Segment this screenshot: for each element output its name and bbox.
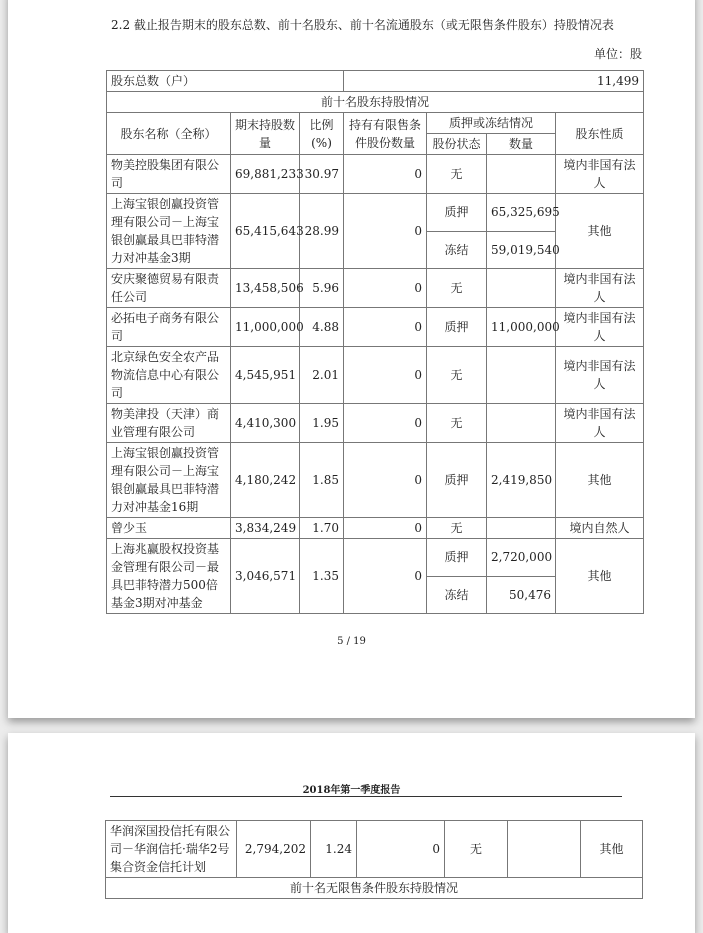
- table-row: [107, 155, 644, 194]
- shareholder-name: 必拓电子商务有限公司: [107, 308, 231, 347]
- pledge-quantity: [487, 518, 556, 539]
- shares-held: 3,046,571: [231, 539, 300, 614]
- pledge-quantity: [487, 404, 556, 443]
- pledge-status: 质押: [427, 194, 487, 232]
- pledge-quantity: [508, 821, 581, 878]
- pledge-quantity: [487, 347, 556, 404]
- restricted-shares: 0: [344, 404, 427, 443]
- table-row: [107, 347, 644, 404]
- holding-ratio: 2.01: [300, 347, 344, 404]
- shareholder-nature: 境内非国有法人: [556, 347, 644, 404]
- pledge-status: 无: [445, 821, 508, 878]
- pledge-status: 无: [427, 269, 487, 308]
- table-row: [107, 404, 644, 443]
- pledge-quantity: [487, 269, 556, 308]
- header-rule: [110, 796, 622, 797]
- holding-ratio: 1.35: [300, 539, 344, 614]
- shareholder-name: 物美津投（天津）商业管理有限公司: [107, 404, 231, 443]
- restricted-shares: 0: [344, 269, 427, 308]
- pledge-quantity: 65,325,695: [487, 194, 556, 232]
- shares-held: 69,881,233: [231, 155, 300, 194]
- shares-held: 3,834,249: [231, 518, 300, 539]
- pledge-quantity: 11,000,000: [487, 308, 556, 347]
- pledge-quantity: 59,019,540: [487, 231, 556, 269]
- table-row: [107, 269, 644, 308]
- holding-ratio: 4.88: [300, 308, 344, 347]
- shareholder-name: 物美控股集团有限公司: [107, 155, 231, 194]
- restricted-shares: 0: [344, 347, 427, 404]
- top10-header-row: [107, 92, 644, 113]
- pledge-status: 质押: [427, 539, 487, 577]
- total-value: 11,499: [344, 71, 644, 92]
- pledge-quantity: 50,476: [487, 576, 556, 614]
- col-name: 股东名称（全称）: [107, 113, 231, 155]
- shareholder-nature: 其他: [581, 821, 643, 878]
- shareholder-nature: 境内自然人: [556, 518, 644, 539]
- unit-label: 单位：股: [593, 47, 642, 61]
- top10-header: 前十名股东持股情况: [107, 92, 644, 113]
- report-header: 2018年第一季度报告: [302, 785, 401, 796]
- table-row: [107, 518, 644, 539]
- holding-ratio: 1.85: [300, 443, 344, 518]
- restricted-shares: 0: [344, 308, 427, 347]
- holding-ratio: 30.97: [300, 155, 344, 194]
- pledge-status: 冻结: [427, 576, 487, 614]
- pledge-status: 无: [427, 518, 487, 539]
- holding-ratio: 1.95: [300, 404, 344, 443]
- document-page-6: [8, 733, 695, 933]
- next-section-header: 前十名无限售条件股东持股情况: [106, 878, 643, 899]
- document-page-5: [8, 0, 695, 718]
- pledge-quantity: 2,720,000: [487, 539, 556, 577]
- shareholder-name: 北京绿色安全农产品物流信息中心有限公司: [107, 347, 231, 404]
- table-row: [106, 821, 643, 878]
- shareholder-table: [106, 70, 644, 614]
- shareholder-nature: 境内非国有法人: [556, 155, 644, 194]
- holding-ratio: 28.99: [300, 194, 344, 269]
- next-section-header-row: [106, 878, 643, 899]
- pledge-quantity: [487, 155, 556, 194]
- col-ratio: 比例(%): [300, 113, 344, 155]
- pledge-status: 质押: [427, 443, 487, 518]
- holding-ratio: 1.70: [300, 518, 344, 539]
- section-title: 2.2 截止报告期末的股东总数、前十名股东、前十名流通股东（或无限售条件股东）持股情况表: [111, 18, 614, 32]
- col-restricted: 持有有限售条件股份数量: [344, 113, 427, 155]
- shareholder-nature: 其他: [556, 539, 644, 614]
- table-row: [107, 308, 644, 347]
- pledge-quantity: 2,419,850: [487, 443, 556, 518]
- pledge-status: 无: [427, 155, 487, 194]
- restricted-shares: 0: [344, 539, 427, 614]
- shareholder-nature: 其他: [556, 443, 644, 518]
- col-quantity: 数量: [487, 134, 556, 155]
- page-number: 5 / 19: [337, 636, 366, 647]
- total-row: [107, 71, 644, 92]
- restricted-shares: 0: [344, 194, 427, 269]
- holding-ratio: 1.24: [311, 821, 357, 878]
- col-status: 股份状态: [427, 134, 487, 155]
- shareholder-nature: 境内非国有法人: [556, 404, 644, 443]
- shareholder-name: 华润深国投信托有限公司－华润信托·瑞华2号集合资金信托计划: [106, 821, 237, 878]
- pledge-status: 冻结: [427, 231, 487, 269]
- shares-held: 2,794,202: [237, 821, 311, 878]
- pledge-status: 质押: [427, 308, 487, 347]
- shares-held: 11,000,000: [231, 308, 300, 347]
- col-shares: 期末持股数量: [231, 113, 300, 155]
- shareholder-name: 上海宝银创赢投资管理有限公司－上海宝银创赢最具巴菲特潜力对冲基金3期: [107, 194, 231, 269]
- shares-held: 4,410,300: [231, 404, 300, 443]
- shareholder-name: 上海宝银创赢投资管理有限公司－上海宝银创赢最具巴菲特潜力对冲基金16期: [107, 443, 231, 518]
- shareholder-name: 曾少玉: [107, 518, 231, 539]
- col-pledge-group: 质押或冻结情况: [427, 113, 556, 134]
- shares-held: 4,180,242: [231, 443, 300, 518]
- shares-held: 65,415,643: [231, 194, 300, 269]
- restricted-shares: 0: [344, 518, 427, 539]
- total-label: 股东总数（户）: [107, 71, 344, 92]
- shares-held: 13,458,506: [231, 269, 300, 308]
- pledge-status: 无: [427, 404, 487, 443]
- shares-held: 4,545,951: [231, 347, 300, 404]
- shareholder-nature: 境内非国有法人: [556, 269, 644, 308]
- shareholder-nature: 其他: [556, 194, 644, 269]
- restricted-shares: 0: [344, 443, 427, 518]
- table-row: [107, 194, 644, 232]
- table-row: [107, 539, 644, 577]
- col-nature: 股东性质: [556, 113, 644, 155]
- shareholder-table-continued: [105, 820, 643, 899]
- table-row: [107, 443, 644, 518]
- shareholder-name: 上海兆赢股权投资基金管理有限公司－最具巴菲特潜力500倍基金3期对冲基金: [107, 539, 231, 614]
- shareholder-name: 安庆聚德贸易有限责任公司: [107, 269, 231, 308]
- holding-ratio: 5.96: [300, 269, 344, 308]
- restricted-shares: 0: [357, 821, 445, 878]
- column-header-row: [107, 113, 644, 134]
- shareholder-nature: 境内非国有法人: [556, 308, 644, 347]
- restricted-shares: 0: [344, 155, 427, 194]
- pledge-status: 无: [427, 347, 487, 404]
